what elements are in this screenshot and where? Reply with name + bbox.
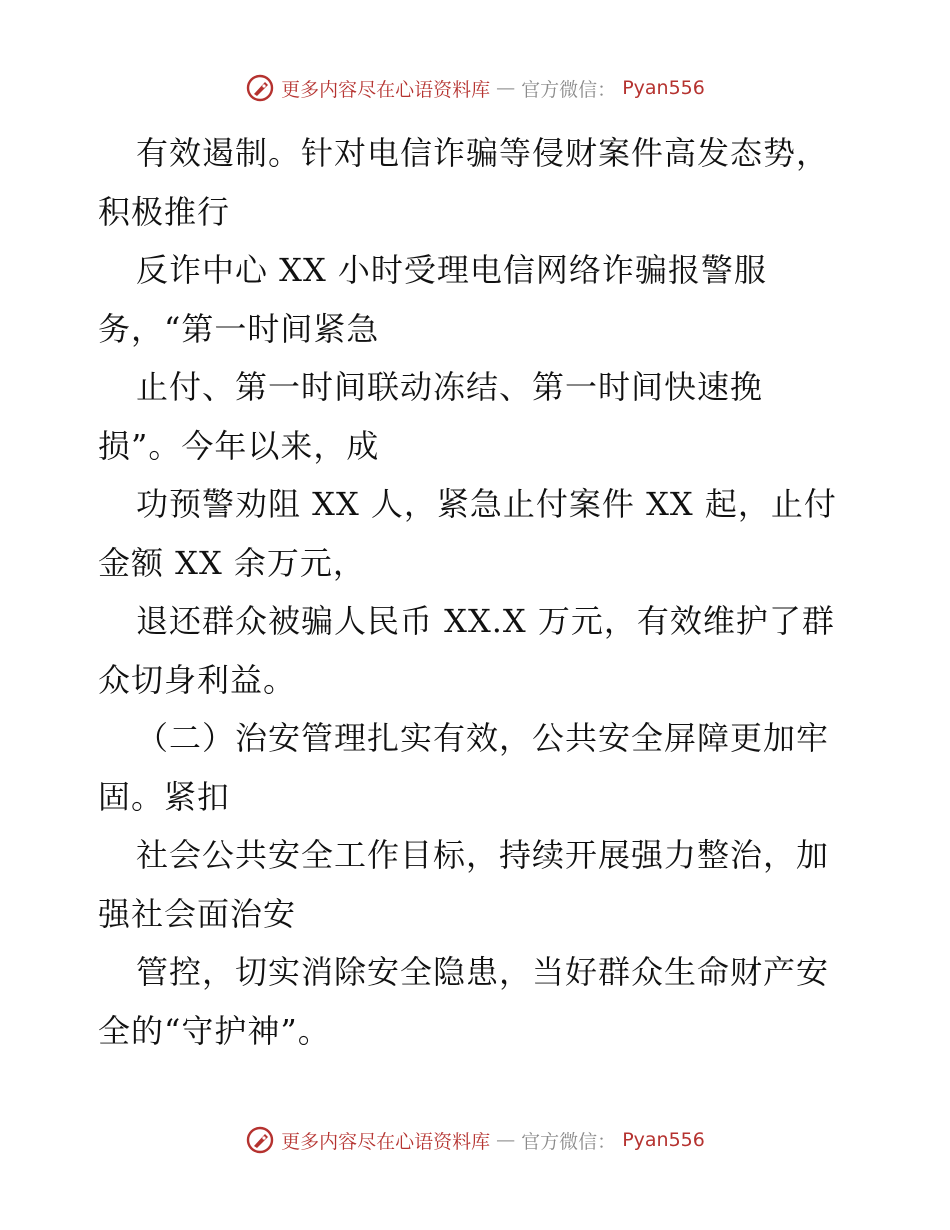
body-line: 有效遏制。针对电信诈骗等侵财案件高发态势， xyxy=(136,134,830,172)
body-line: 止付、第一时间联动冻结、第一时间快速挽 xyxy=(136,368,764,406)
watermark-wechat-id: Pyan556 xyxy=(622,77,705,99)
body-line: （二）治安管理扎实有效，公共安全屏障更加牢 xyxy=(136,719,830,757)
body-line: 损”。今年以来，成 xyxy=(98,426,380,465)
body-line: 积极推行 xyxy=(98,192,231,231)
body-line: 务，“第一时间紧急 xyxy=(98,309,380,348)
body-line: 固。紧扣 xyxy=(98,777,231,816)
watermark-separator: — xyxy=(496,77,516,99)
body-line: 反诈中心 XX 小时受理电信网络诈骗报警服 xyxy=(136,251,767,289)
watermark-wechat-label: 官方微信： xyxy=(521,1130,617,1153)
body-line: 金额 XX 余万元， xyxy=(98,543,366,582)
body-line: 社会公共安全工作目标，持续开展强力整治，加 xyxy=(136,836,830,874)
body-line: 退还群众被骗人民币 XX.X 万元，有效维护了群 xyxy=(136,602,835,640)
body-line: 众切身利益。 xyxy=(98,660,297,699)
body-line: 功预警劝阻 XX 人，紧急止付案件 XX 起，止付 xyxy=(136,485,837,523)
watermark-separator: — xyxy=(496,1129,516,1151)
pen-nib-logo-icon xyxy=(245,1125,275,1155)
body-line: 全的“守护神”。 xyxy=(98,1011,331,1050)
watermark-wechat-label: 官方微信： xyxy=(521,78,617,101)
body-line: 强社会面治安 xyxy=(98,894,297,933)
watermark-text: 更多内容尽在心语资料库 xyxy=(281,1130,491,1153)
pen-nib-logo-icon xyxy=(245,73,275,103)
body-line: 管控，切实消除安全隐患，当好群众生命财产安 xyxy=(136,953,830,991)
document-body xyxy=(98,124,858,1060)
watermark-text: 更多内容尽在心语资料库 xyxy=(281,78,491,101)
footer-watermark xyxy=(0,1125,950,1155)
header-watermark xyxy=(0,73,950,103)
watermark-wechat-id: Pyan556 xyxy=(622,1129,705,1151)
